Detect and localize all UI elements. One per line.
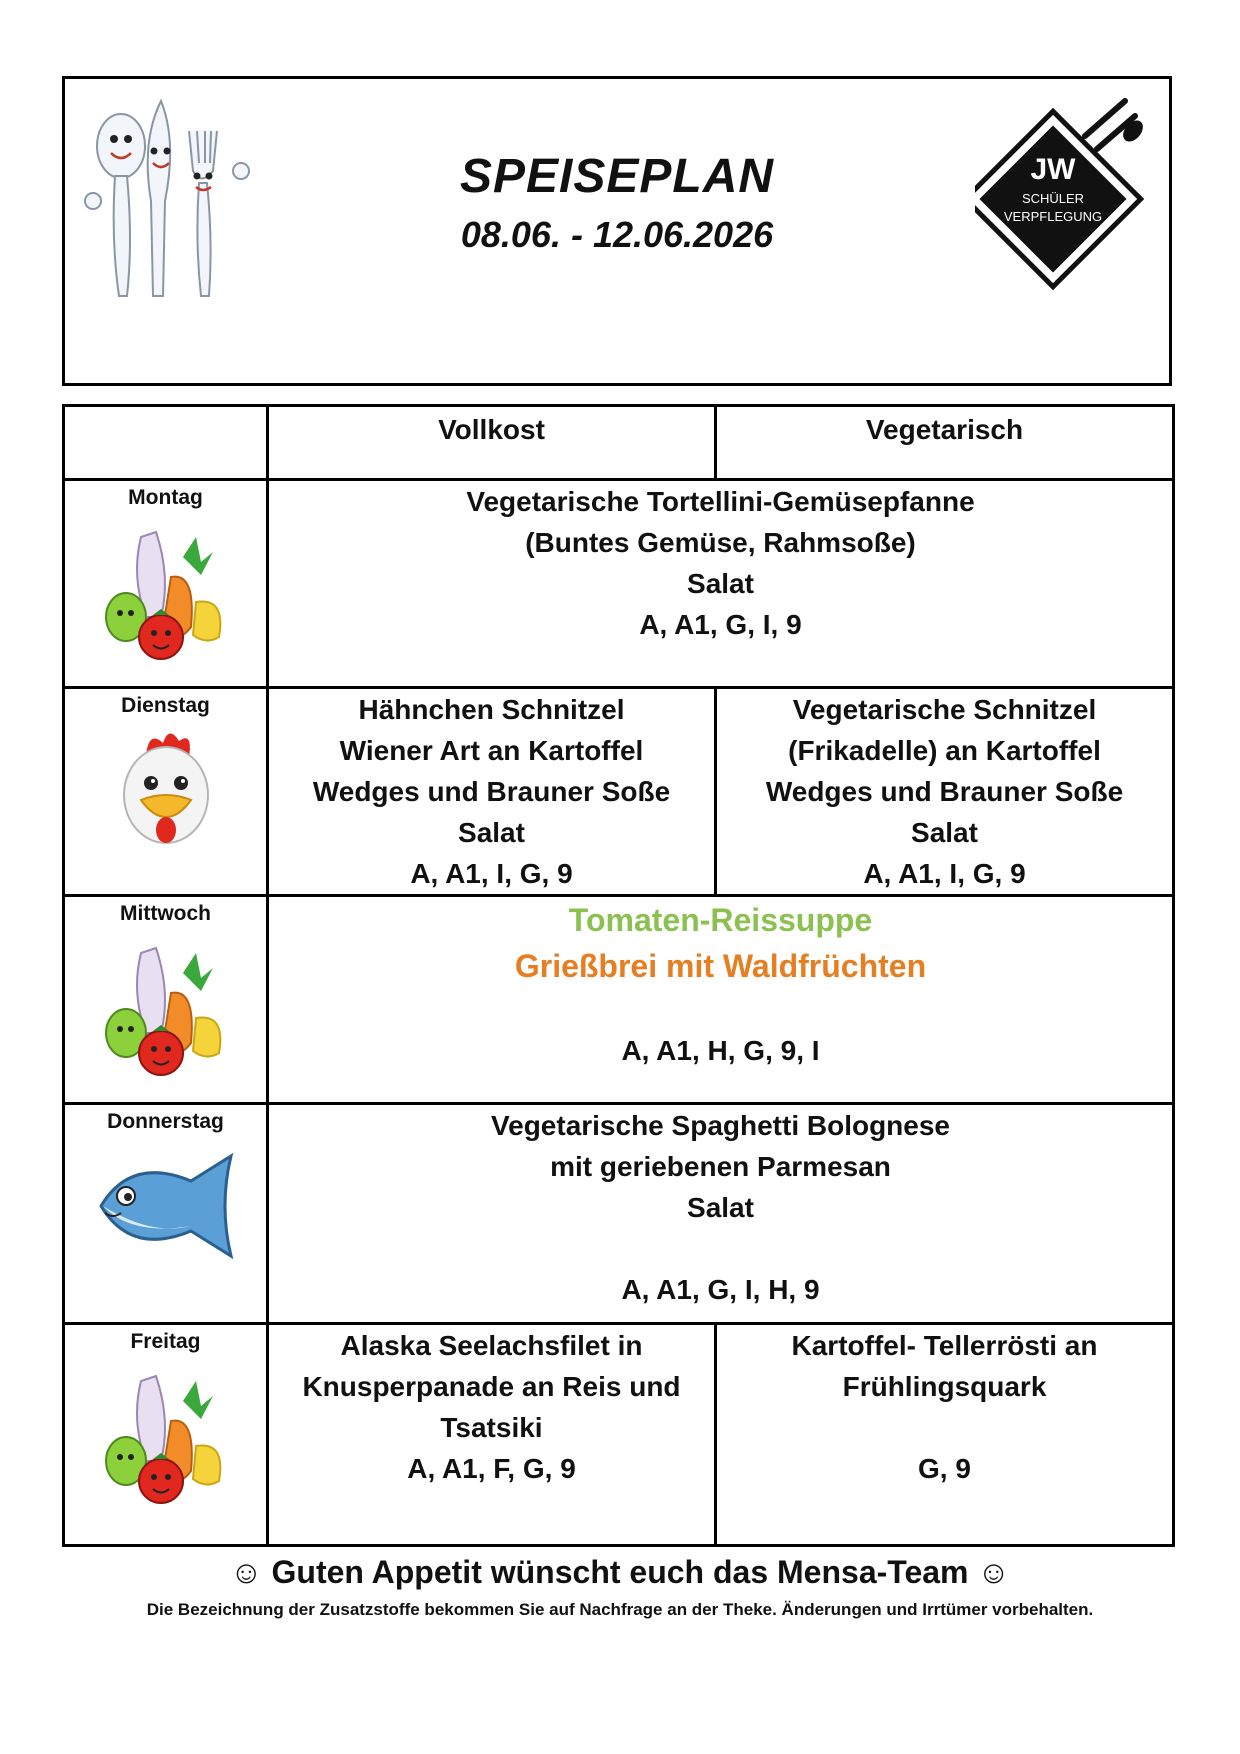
- day-cell-donnerstag: [64, 1104, 268, 1324]
- meal-cell-donnerstag: [268, 1104, 1174, 1324]
- table-header-row: [64, 406, 1174, 480]
- meal-line: Kartoffel- Tellerrösti an: [791, 1330, 1098, 1361]
- meal-line: Wiener Art an Kartoffel: [339, 735, 644, 766]
- meal-cell-dienstag-vollkost: [268, 688, 716, 896]
- meal-line: Wedges und Brauner Soße: [312, 776, 671, 807]
- page-title: SPEISEPLAN: [459, 150, 775, 203]
- allergens: A, A1, I, G, 9: [863, 858, 1026, 889]
- column-header-vollkost: Vollkost: [268, 406, 716, 480]
- footer-greeting: ☺ Guten Appetit wünscht euch das Mensa-Team ☺: [229, 1554, 1011, 1590]
- allergens: G, 9: [918, 1453, 971, 1484]
- meal-line: Wedges und Brauner Soße: [765, 776, 1124, 807]
- vegetables-icon: [101, 517, 231, 667]
- allergens: A, A1, F, G, 9: [407, 1453, 576, 1484]
- meal-line: Salat: [687, 1192, 754, 1223]
- meal-line: (Buntes Gemüse, Rahmsoße): [525, 527, 916, 558]
- day-name: Freitag: [130, 1330, 201, 1353]
- vegetables-icon: [101, 933, 231, 1083]
- day-name: Donnerstag: [107, 1110, 224, 1133]
- table-row: [64, 1104, 1174, 1324]
- meal-line: Salat: [687, 568, 754, 599]
- jw-logo-icon: [975, 91, 1145, 296]
- meal-line: Hähnchen Schnitzel: [358, 694, 625, 725]
- table-row: [64, 1324, 1174, 1546]
- meal-cell-freitag-vegetarisch: [716, 1324, 1174, 1546]
- vegetables-icon: [101, 1361, 231, 1511]
- logo-initials: JW: [1030, 153, 1076, 186]
- day-cell-mittwoch: [64, 896, 268, 1104]
- meal-line: (Frikadelle) an Kartoffel: [788, 735, 1101, 766]
- allergens: A, A1, G, I, H, 9: [621, 1274, 820, 1305]
- meal-line: Tsatsiki: [440, 1412, 543, 1443]
- table-row: [64, 688, 1174, 896]
- day-name: Dienstag: [121, 694, 210, 717]
- day-name: Montag: [128, 486, 203, 509]
- header-box: [62, 76, 1172, 386]
- logo-line2: VERPFLEGUNG: [1003, 209, 1103, 224]
- table-row: [64, 480, 1174, 688]
- allergens: A, A1, G, I, 9: [639, 609, 802, 640]
- meal-cell-dienstag-vegetarisch: [716, 688, 1174, 896]
- allergens: A, A1, H, G, 9, I: [621, 1035, 820, 1066]
- day-cell-dienstag: [64, 688, 268, 896]
- table-row: [64, 896, 1174, 1104]
- meal-cell-mittwoch: [268, 896, 1174, 1104]
- meal-line: Vegetarische Schnitzel: [792, 694, 1097, 725]
- meal-line: Vegetarische Spaghetti Bolognese: [490, 1110, 951, 1141]
- day-cell-freitag: [64, 1324, 268, 1546]
- meal-cell-freitag-vollkost: [268, 1324, 716, 1546]
- logo-line1: SCHÜLER: [1021, 191, 1085, 206]
- menu-table: [62, 404, 1175, 1547]
- meal-line: Frühlingsquark: [842, 1371, 1047, 1402]
- day-cell-montag: [64, 480, 268, 688]
- soup-line: Tomaten-Reissuppe: [568, 902, 873, 938]
- fish-icon: [91, 1141, 241, 1271]
- meal-line: Alaska Seelachsfilet in: [340, 1330, 643, 1361]
- main-dish-line: Grießbrei mit Waldfrüchten: [514, 948, 927, 984]
- meal-line: Salat: [911, 817, 978, 848]
- footer-note: Die Bezeichnung der Zusatzstoffe bekommen Sie auf Nachfrage an der Theke. Änderungen und Irrtümer vorbehalten.: [146, 1600, 1094, 1619]
- column-header-vegetarisch: Vegetarisch: [716, 406, 1174, 480]
- meal-cell-montag: [268, 480, 1174, 688]
- allergens: A, A1, I, G, 9: [410, 858, 573, 889]
- day-name: Mittwoch: [120, 902, 211, 925]
- meal-line: Vegetarische Tortellini-Gemüsepfanne: [466, 486, 975, 517]
- empty-corner-cell: [64, 406, 268, 480]
- meal-line: mit geriebenen Parmesan: [550, 1151, 891, 1182]
- meal-line: Salat: [458, 817, 525, 848]
- chicken-icon: [111, 725, 221, 860]
- meal-line: Knusperpanade an Reis und: [302, 1371, 681, 1402]
- date-range: 08.06. - 12.06.2026: [460, 214, 774, 255]
